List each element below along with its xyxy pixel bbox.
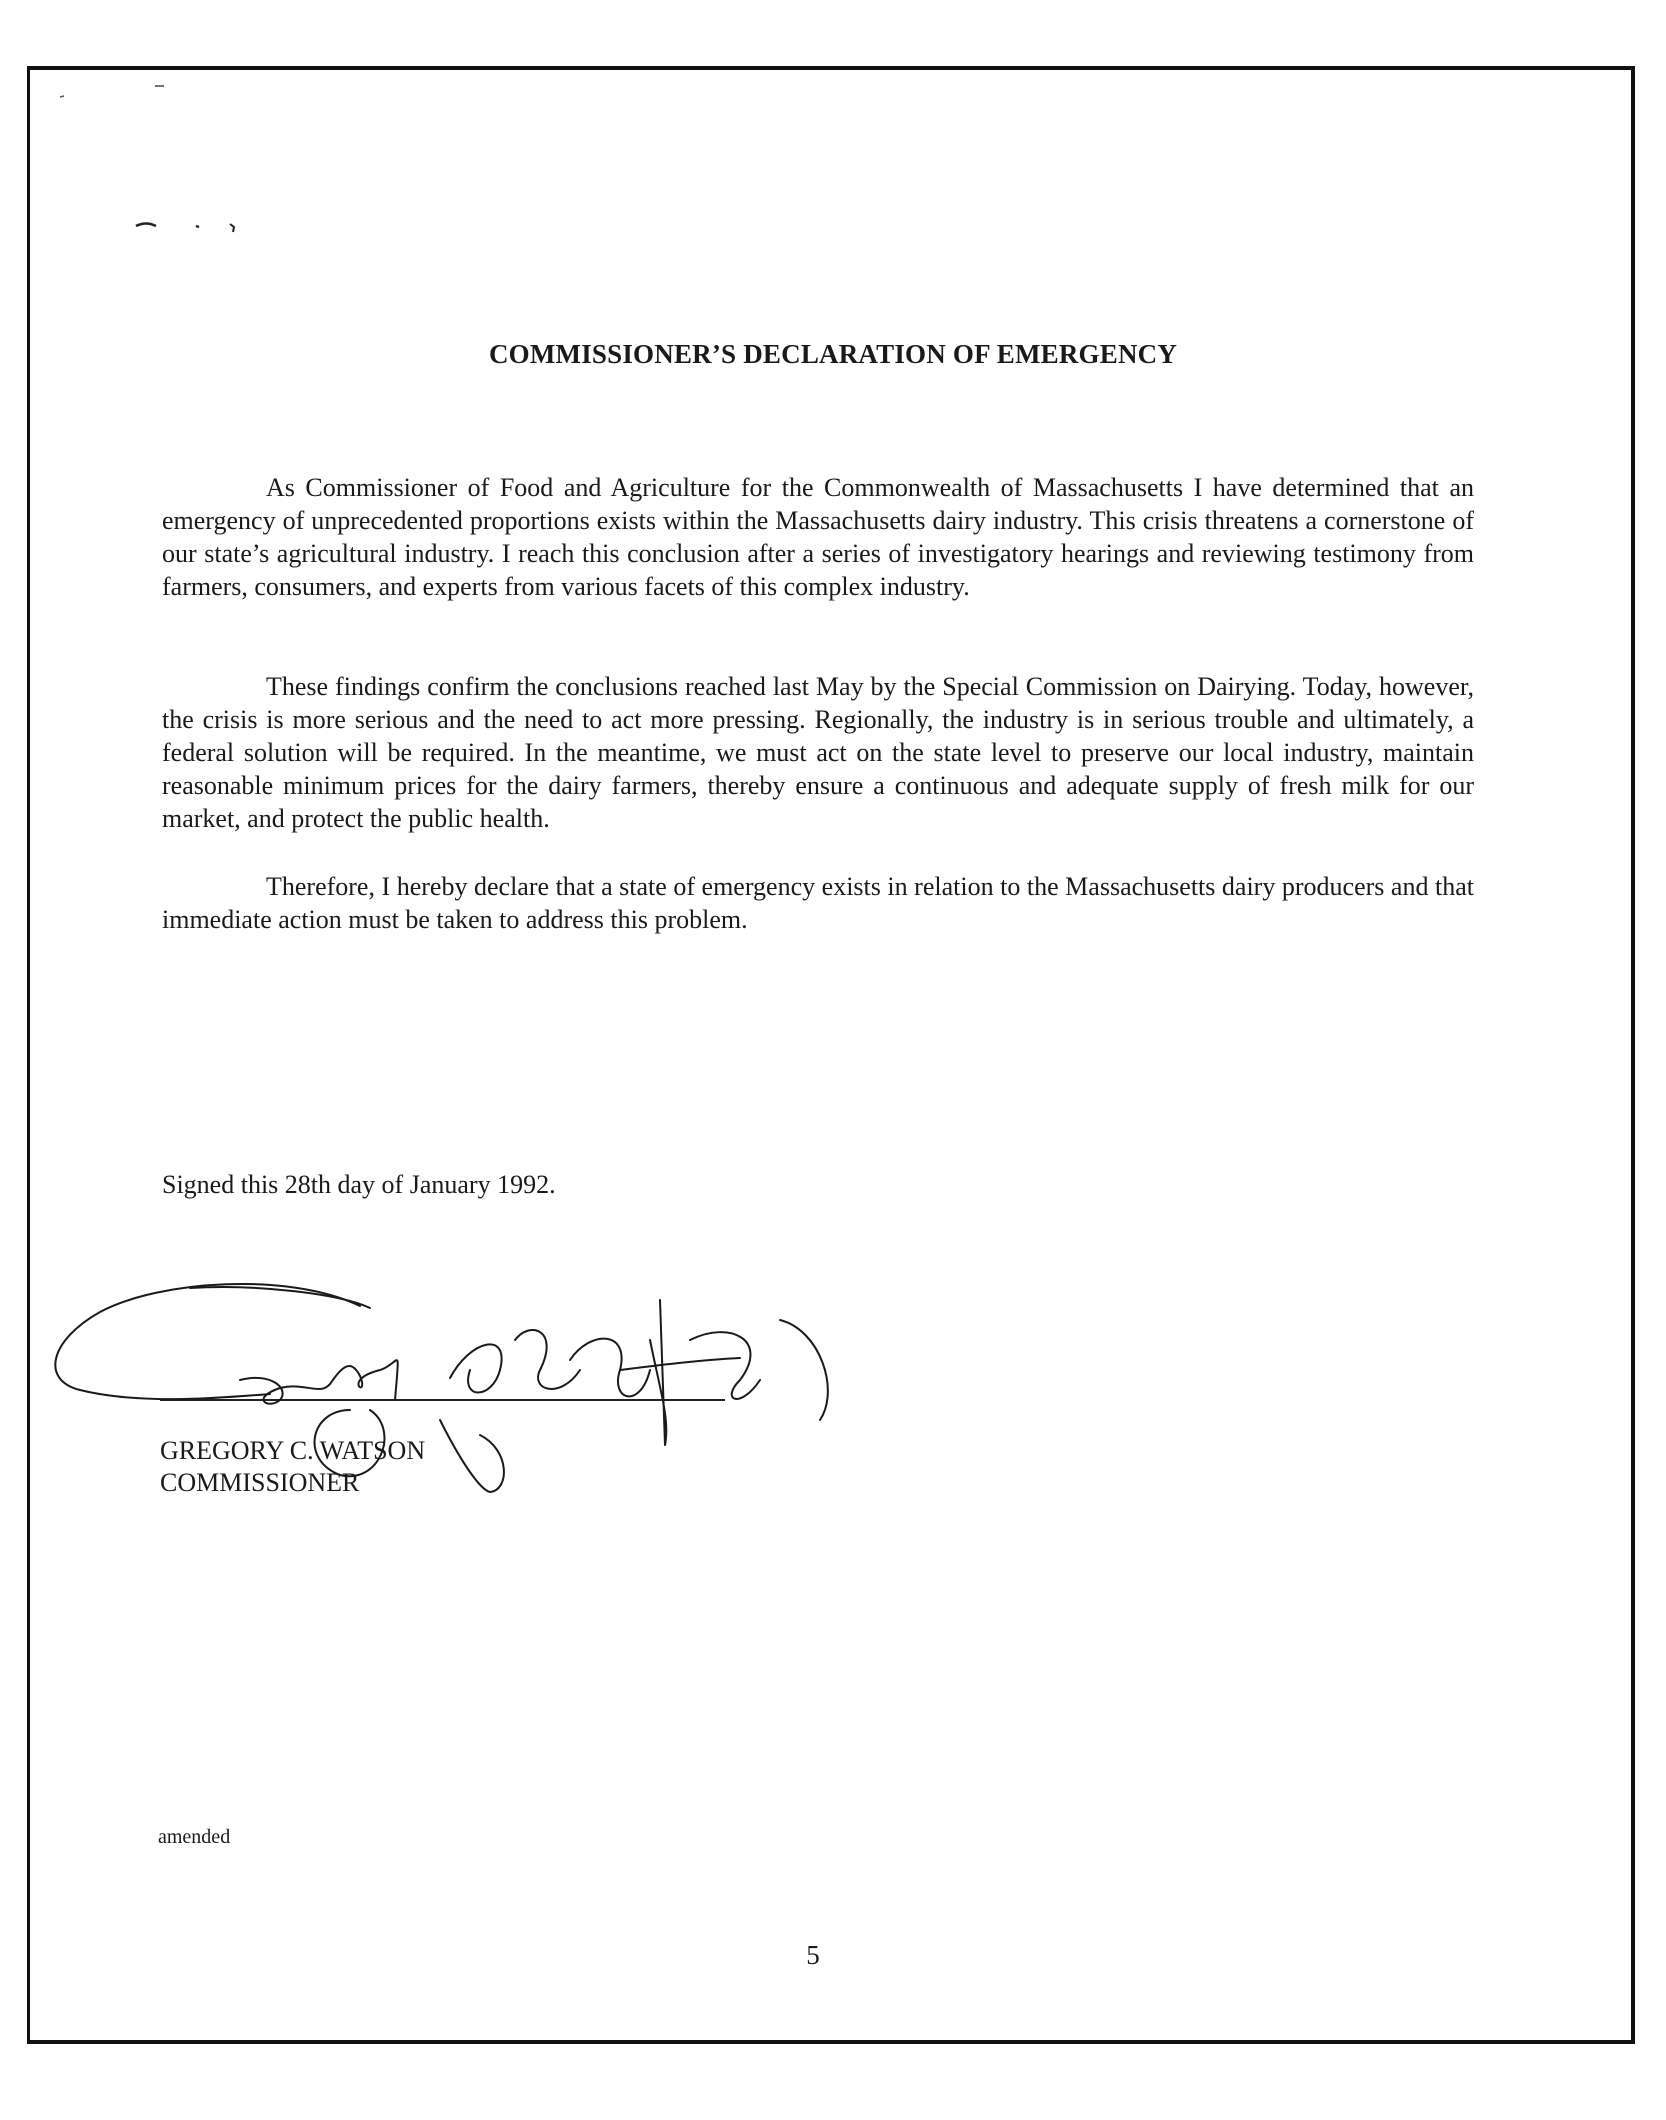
page-number: 5 (806, 1940, 820, 1970)
document-title: COMMISSIONER’S DECLARATION OF EMERGENCY (488, 339, 1178, 369)
signatory-block (160, 1435, 425, 1499)
amended-note: amended (158, 1826, 231, 1848)
signed-date-line: Signed this 28th day of January 1992. (162, 1170, 556, 1199)
paragraph-findings: These findings confirm the conclusions reached last May by the Special Commission on Dairying. Today, however, the crisis is more serious and the need to act more pressing. Regionally, the industry is in serious trouble and ultimately, a federal solution will be required. In the meantime, we must act on the state level to preserve our local industry, maintain reasonable minimum prices for the dairy farmers, thereby ensure a continuous and adequate supply of fresh milk for our market, and protect the public health. (162, 672, 1474, 833)
paragraph-determination: As Commissioner of Food and Agriculture for the Commonwealth of Massachusetts I have determined that an emergency of unprecedented proportions exists within the Massachusetts dairy industry. This crisis threatens a cornerstone of our state’s agricultural industry. I reach this conclusion after a series of investigatory hearings and reviewing testimony from farmers, consumers, and experts from various facets of this complex industry. (162, 473, 1474, 601)
scan-specks (0, 0, 300, 260)
paragraph-declaration: Therefore, I hereby declare that a state of emergency exists in relation to the Massachusetts dairy producers and that immediate action must be taken to address this problem. (162, 872, 1474, 934)
signatory-title: COMMISSIONER (160, 1468, 360, 1497)
signatory-name: GREGORY C. WATSON (160, 1436, 426, 1465)
